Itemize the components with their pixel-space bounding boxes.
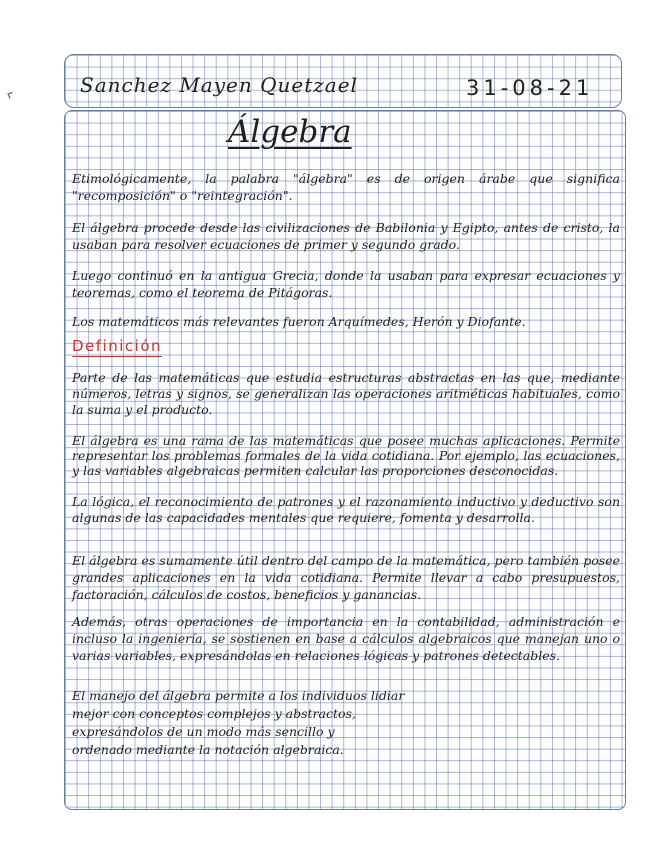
paragraph-greece: Luego continuó en la antigua Grecia, donde la usaban para expresar ecuaciones y teoremas, como el teorema de Pitágoras. (72, 268, 620, 300)
paragraph-definition-6: El manejo del álgebra permite a los individuos lidiar mejor con conceptos complejos y abstractos, expresándolos de un modo más sencillo y ordenado mediante la notación algebraica. (72, 688, 405, 757)
date: 31-08-21 (466, 76, 594, 100)
paragraph-definition-5: Además, otras operaciones de importancia en la contabilidad, administración e incluso la ingeniería, se sostienen en base a cálculos algebraicos que manejan uno o varias variables, expresándolas en relaciones lógicas y patrones detectables. (72, 614, 620, 663)
paragraph-origins: El álgebra procede desde las civilizaciones de Babilonia y Egipto, antes de cristo, la usaban para resolver ecuaciones de primer y segundo grado. (72, 220, 620, 252)
paragraph-definition-3: La lógica, el reconocimiento de patrones y el razonamiento inductivo y deductivo son algunas de las capacidades mentales que requiere, fomenta y desarrolla. (72, 494, 620, 525)
page-title: Álgebra (228, 114, 352, 150)
paragraph-definition-2: El álgebra es una rama de las matemáticas que posee muchas aplicaciones. Permite representar los problemas formales de la vida cotidiana. Por ejemplo, las ecuaciones, y las variables algebraicas permiten calcular las proporciones desconocidas. (72, 433, 620, 478)
page-edge-mark: ‹ (2, 83, 17, 106)
paragraph-definition-1: Parte de las matemáticas que estudia estructuras abstractas en las que, mediante números, letras y signos, se generalizan las operaciones aritméticas habituales, como la suma y el producto. (72, 370, 620, 417)
paragraph-mathematicians: Los matemáticos más relevantes fueron Arquímedes, Herón y Diofante. (72, 314, 526, 329)
definition-heading: Definición (72, 337, 162, 355)
paragraph-definition-4: El álgebra es sumamente útil dentro del campo de la matemática, pero también posee grandes aplicaciones en la vida cotidiana. Permite llevar a cabo presupuestos, factoración, cálculos de costos, beneficios y ganancias. (72, 553, 620, 602)
student-name: Sanchez Mayen Quetzael (80, 73, 358, 97)
paragraph-etymology: Etimológicamente, la palabra "álgebra" es de origen árabe que significa "recomposición" o "reintegración". (72, 171, 620, 203)
